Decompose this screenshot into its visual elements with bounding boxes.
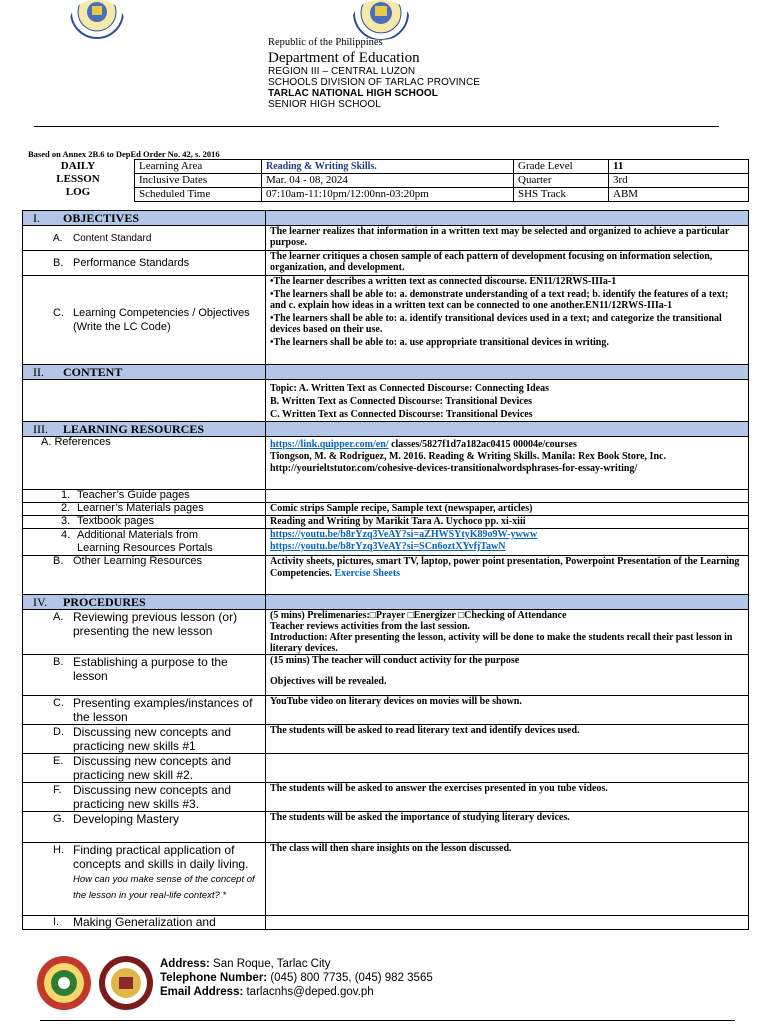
row-developing-mastery: G. Developing Mastery The students will be asked the importance of studying literary devices.: [23, 812, 749, 843]
row-textbook-pages: 3. Textbook pages Reading and Writing by Marikit Tara A. Uychoco pp. xi-xiii: [23, 516, 749, 529]
shs-track-label: SHS Track: [514, 188, 609, 202]
region-line: REGION III – CENTRAL LUZON: [268, 65, 416, 77]
row-other-resources: B. Other Learning Resources Activity sheets, pictures, smart TV, laptop, power point presentation, Powerpoint Presentation of the Learning Competencies. Exercise Sheets: [23, 556, 749, 595]
section-objectives: I. OBJECTIVES: [23, 211, 749, 226]
grade-level-label: Grade Level: [514, 160, 609, 174]
tarlac-seal-icon: [98, 955, 154, 1011]
row-reviewing-lesson: A. Reviewing previous lesson (or) presenting the new lesson (5 mins) Prelimenaries:□Prayer □Energizer □Checking of Attendance Teacher reviews activities from the last session. Introduction: After presenting the lesson, activity will be done to make the students recall their past lesson in literary devices.: [23, 610, 749, 655]
row-making-generalization: I. Making Generalization and: [23, 916, 749, 930]
row-discussing-3: F. Discussing new concepts and practicing new skills #3. The students will be asked to answer the exercises presented in you tube videos.: [23, 783, 749, 812]
section-procedures: IV. PROCEDURES: [23, 595, 749, 610]
inclusive-dates-label: Inclusive Dates: [135, 174, 262, 188]
row-performance-standards: B. Performance Standards The learner critiques a chosen sample of each pattern of development focusing on information selection, organization, and development.: [23, 251, 749, 276]
republic-line: Republic of the Philippines: [268, 37, 383, 48]
section-content: II. CONTENT: [23, 365, 749, 380]
dll-title: DAILY LESSON LOG: [56, 159, 100, 198]
row-content-standard: A. Content Standard The learner realizes that information in a written text may be selected and organized to achieve a particular purpose.: [23, 226, 749, 251]
division-line: SCHOOLS DIVISION OF TARLAC PROVINCE: [268, 76, 481, 88]
quarter-label: Quarter: [514, 174, 609, 188]
row-content-topic: Topic: A. Written Text as Connected Discourse: Connecting Ideas B. Written Text as Connected Discourse: Transitional Devices C. Written Text as Connected Discourse: Transitional Devices: [23, 380, 749, 422]
quipper-link[interactable]: https://link.quipper.com/en/: [270, 439, 389, 450]
youtube-link-1[interactable]: https://youtu.be/b8rYzq3VeAY?si=aZHWSYtyK89o9W-ywww: [270, 529, 538, 540]
deped-seal-center-icon: [352, 0, 410, 40]
phone-line: Telephone Number: (045) 800 7735, (045) 982 3565: [160, 972, 433, 984]
contact-info: [160, 957, 433, 999]
letterhead: [268, 38, 480, 110]
row-establishing-purpose: B. Establishing a purpose to the lesson (15 mins) The teacher will conduct activity for the purpose Objectives will be revealed.: [23, 655, 749, 696]
learning-area-value: Reading & Writing Skills.: [262, 160, 514, 174]
dll-info-table: [22, 159, 749, 202]
level-line: SENIOR HIGH SCHOOL: [268, 98, 381, 110]
school-seal-icon: [36, 955, 92, 1011]
annex-note: Based on Annex 2B.6 to DepEd Order No. 42, s. 2016: [28, 149, 220, 159]
shs-track-value: ABM: [609, 188, 749, 202]
quarter-value: 3rd: [609, 174, 749, 188]
row-additional-materials: 4. Additional Materials from Learning Resources Portals https://youtu.be/b8rYzq3VeAY?si=aZHWSYtyK89o9W-ywww https://youtu.be/b8rYzq3VeAY?si=SCn6oztXYvfjTawN: [23, 529, 749, 556]
youtube-link-2[interactable]: https://youtu.be/b8rYzq3VeAY?si=SCn6oztXYvfjTawN: [270, 541, 506, 552]
row-discussing-2: E. Discussing new concepts and practicing new skill #2.: [23, 754, 749, 783]
address-line: Address: San Roque, Tarlac City: [160, 958, 331, 970]
department-line: Department of Education: [268, 49, 420, 66]
row-practical-application: H. Finding practical application of concepts and skills in daily living. How can you make sense of the concept of the lesson in your real-life context? * The class will then share insights on the lesson discussed.: [23, 843, 749, 916]
school-line: TARLAC NATIONAL HIGH SCHOOL: [268, 87, 438, 99]
row-discussing-1: D. Discussing new concepts and practicing new skills #1 The students will be asked to read literary text and identify devices used.: [23, 725, 749, 754]
scheduled-time-value: 07:10am-11:10pm/12:00nn-03:20pm: [262, 188, 514, 202]
learning-area-label: Learning Area: [135, 160, 262, 174]
section-learning-resources: III. LEARNING RESOURCES: [23, 422, 749, 437]
row-teachers-guide: 1. Teacher’s Guide pages: [23, 490, 749, 503]
row-references: A. References https://link.quipper.com/en/ classes/5827f1d7a182ac0415 00004e/courses Tiongson, M. & Rodriguez, M. 2016. Reading & Writing Skills. Manila: Rex Book Store, Inc. http://yourieltstutor.com/cohesive-devices-transitionalwordsphrases-for-essay-writing/: [23, 437, 749, 490]
grade-level-value: 11: [609, 160, 749, 174]
objectives-title: OBJECTIVES: [63, 211, 140, 225]
lesson-log-table: [22, 210, 749, 930]
row-learners-materials: 2. Learner’s Materials pages Comic strips Sample recipe, Sample text (newspaper, articles): [23, 503, 749, 516]
inclusive-dates-value: Mar. 04 - 08, 2024: [262, 174, 514, 188]
row-presenting-examples: C. Presenting examples/instances of the lesson YouTube video on literary devices on movies will be shown.: [23, 696, 749, 725]
scheduled-time-label: Scheduled Time: [135, 188, 262, 202]
email-line: Email Address: tarlacnhs@deped.gov.ph: [160, 986, 374, 998]
guide-question: How can you make sense of the concept of the lesson in your real-life context? *: [73, 874, 255, 901]
row-learning-competencies: C. Learning Competencies / Objectives (Write the LC Code) •The learner describes a written text as connected discourse. EN11/12RWS-IIIa-1 •The learners shall be able to: a. demonstrate understanding of a text read; b. identify the features of a text; and c. explain how ideas in a written text can be connected to one another.EN11/12RWS-IIIa-1 •The learners shall be able to: a. identify transitional devices used in a text; and categorize the transitional devices based on their use. •The learners shall be able to: a. use appropriate transitional devices in writing.: [23, 276, 749, 365]
header-divider: [34, 126, 719, 127]
footer-divider: [40, 1020, 735, 1021]
deped-seal-left-icon: [70, 0, 124, 40]
